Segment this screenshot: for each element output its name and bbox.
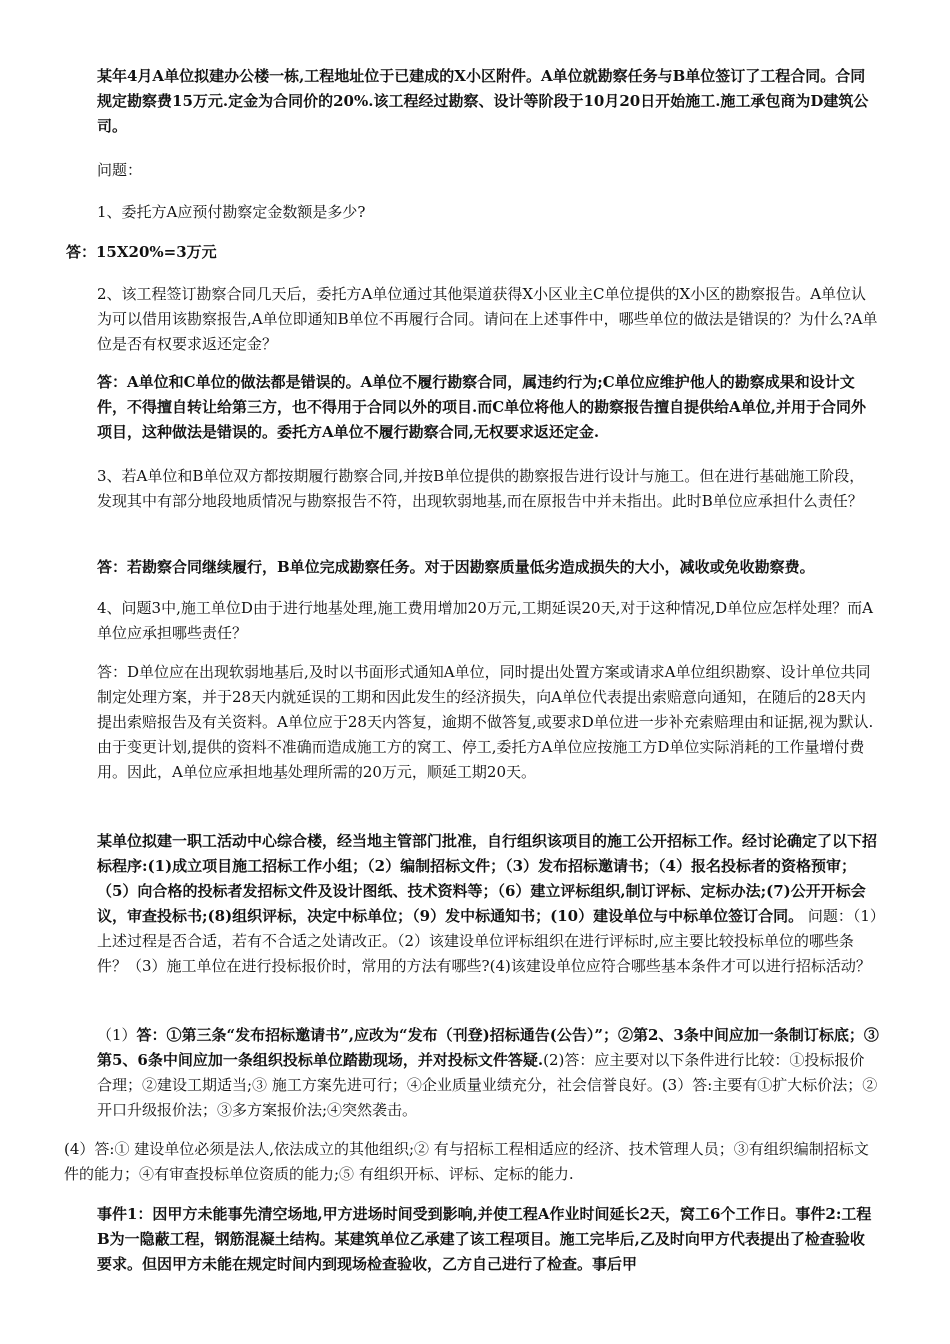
case3-events: 事件1：因甲方未能事先清空场地,甲方进场时间受到影响,并使工程A作业时间延长2天，窝工6个工作日。事件2:工程B为一隐蔽工程，钢筋混凝土结构。某建筑单位乙承建了该工程项目。施工完毕后,乙及时向甲方代表提出了检查验收要求。但因甲方未能在规定时间内到现场检查验收，乙方自己进行了检查。事后甲 <box>97 1205 872 1273</box>
case2-answer-4: (4）答:① 建设单位必须是法人,依法成立的其他组织;② 有与招标工程相适应的经济、技术管理人员；③有组织编制招标文件的能力；④有审查投标单位资质的能力;⑤ 有组织开标、评标、定标的能力. <box>64 1140 869 1183</box>
question-2: 2、该工程签订勘察合同几天后，委托方A单位通过其他渠道获得X小区业主C单位提供的X小区的勘察报告。A单位认为可以借用该勘察报告,A单位即通知B单位不再履行合同。请问在上述事件中，哪些单位的做法是错误的？为什么?A单位是否有权要求返还定金？ <box>97 285 878 353</box>
case1-intro: 某年4月A单位拟建办公楼一栋,工程地址位于已建成的X小区附件。A单位就勘察任务与B单位签订了工程合同。合同规定勘察费15万元.定金为合同价的20%.该工程经过勘察、设计等阶段于10月20日开始施工.施工承包商为D建筑公司。 <box>97 67 869 135</box>
question-4: 4、问题3中,施工单位D由于进行地基处理,施工费用增加20万元,工期延误20天,对于这种情况,D单位应怎样处理？而A单位应承担哪些责任？ <box>97 599 873 642</box>
case2-questions: 问题：（1）上述过程是否合适，若有不合适之处请改正。（2）该建设单位评标组织在进行评标时,应主要比较投标单位的哪些条件？（3）施工单位在进行投标报价时，常用的方法有哪些?(4)该建设单位应符合哪些基本条件才可以进行招标活动？ <box>97 907 878 975</box>
answer-2: 答：A单位和C单位的做法都是错误的。A单位不履行勘察合同，属违约行为;C单位应维护他人的勘察成果和设计文件，不得擅自转让给第三方，也不得用于合同以外的项目.而C单位将他人的勘察报告擅自提供给A单位,并用于合同外项目，这种做法是错误的。委托方A单位不履行勘察合同,无权要求返还定金. <box>97 373 867 441</box>
case2-block <box>97 829 879 979</box>
case2-answers <box>97 1023 879 1123</box>
case2-answer-1: 答：①第三条“发布招标邀请书”,应改为“发布（刊登)招标通告(公告）”；②第2、3条中间应加一条制订标底；③第5、6条中间应加一条组织投标单位踏勘现场，并对投标文件答疑. <box>97 1026 879 1069</box>
answer-1: 答：15X20%=3万元 <box>66 243 217 261</box>
answer-3: 答：若勘察合同继续履行，B单位完成勘察任务。对于因勘察质量低劣造成损失的大小，减收或免收勘察费。 <box>97 558 815 576</box>
case2-answer-2-3: (2)答：应主要对以下条件进行比较：①投标报价合理；②建设工期适当;③ 施工方案先进可行；④企业质量业绩充分，社会信誉良好。(3）答:主要有①扩大标价法；②开口升级报价法；③多方案报价法;④突然袭击。 <box>97 1051 878 1119</box>
answer-4: 答：D单位应在出现软弱地基后,及时以书面形式通知A单位，同时提出处置方案或请求A单位组织勘察、设计单位共同制定处理方案，并于28天内就延误的工期和因此发生的经济损失，向A单位代表提出索赔意向通知，在随后的28天内提出索赔报告及有关资料。A单位应于28天内答复，逾期不做答复,或要求D单位进一步补充索赔理由和证据,视为默认.由于变更计划,提供的资料不准确而造成施工方的窝工、停工,委托方A单位应按施工方D单位实际消耗的工作量增付费用。因此，A单位应承担地基处理所需的20万元，顺延工期20天。 <box>97 663 874 781</box>
question-3: 3、若A单位和B单位双方都按期履行勘察合同,并按B单位提供的勘察报告进行设计与施工。但在进行基础施工阶段，发现其中有部分地段地质情况与勘察报告不符，出现软弱地基,而在原报告中并未指出。此时B单位应承担什么责任？ <box>97 467 865 510</box>
case2-statement: 某单位拟建一职工活动中心综合楼，经当地主管部门批准，自行组织该项目的施工公开招标工作。经讨论确定了以下招标程序:(1)成立项目施工招标工作小组；（2）编制招标文件；（3）发布招标邀请书；（4）报名投标者的资格预审；（5）向合格的投标者发招标文件及设计图纸、技术资料等；（6）建立评标组织,制订评标、定标办法;(7)公开开标会议，审查投标书;(8)组织评标，决定中标单位；（9）发中标通知书；(10）建设单位与中标单位签订合同。 <box>97 832 878 925</box>
questions-label: 问题： <box>97 161 143 179</box>
case2-answer-1-prefix: （1） <box>97 1026 137 1044</box>
question-1: 1、委托方A应预付勘察定金数额是多少? <box>97 203 366 221</box>
